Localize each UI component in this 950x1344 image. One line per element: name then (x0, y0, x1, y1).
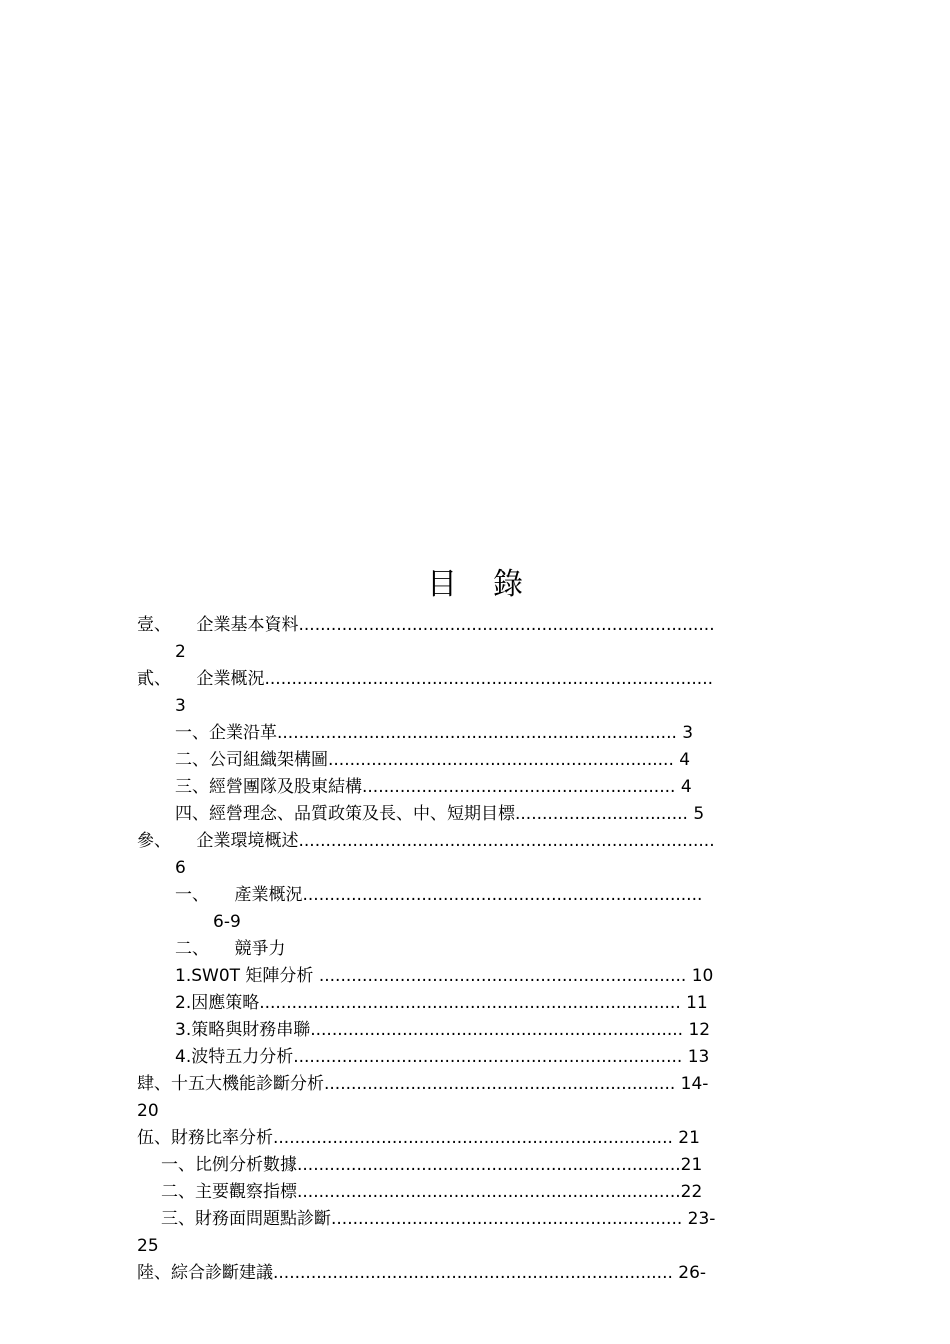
toc-line: 25 (137, 1236, 159, 1256)
toc-line: 陸、綜合診斷建議.......................................................................... 26- (137, 1263, 707, 1283)
title-char-1: 目 (427, 567, 457, 602)
toc-line: 2.因應策略.............................................................................. 11 (175, 993, 708, 1013)
toc-line: 三、經營團隊及股東結構.......................................................... 4 (175, 777, 692, 797)
toc-line: 3.策略與財務串聯..................................................................... 12 (175, 1020, 711, 1040)
title-char-2: 錄 (493, 567, 523, 602)
toc-line: 3 (175, 696, 186, 716)
toc-line: 肆、十五大機能診斷分析................................................................. 14- (137, 1074, 709, 1094)
toc-line: 6 (175, 858, 186, 878)
toc-line: 伍、財務比率分析.......................................................................... 21 (137, 1128, 700, 1148)
toc-line: 一、比例分析數據.......................................................................21 (161, 1155, 703, 1175)
toc-line: 三、財務面問題點診斷................................................................. 23- (161, 1209, 716, 1229)
toc-line: 四、經營理念、品質政策及長、中、短期目標................................ 5 (175, 804, 705, 824)
toc-line: 一、 產業概況.......................................................................... (175, 885, 703, 905)
toc-line: 4.波特五力分析........................................................................ 13 (175, 1047, 710, 1067)
toc-line: 20 (137, 1101, 159, 1121)
toc-line: 貳、 企業概況................................................................................... (137, 669, 714, 689)
toc-line: 1.SW0T 矩陣分析 .................................................................... 10 (175, 966, 714, 986)
page-title (0, 560, 950, 610)
toc-line: 壹、 企業基本資料............................................................................. (137, 615, 715, 635)
toc-line: 參、 企業環境概述............................................................................. (137, 831, 715, 851)
toc-line: 二、 競爭力 (175, 939, 286, 959)
toc-line: 2 (175, 642, 186, 662)
toc-line: 二、公司組織架構圖................................................................ 4 (175, 750, 691, 770)
toc-line: 一、企業沿革.......................................................................... 3 (175, 723, 694, 743)
toc-line: 二、主要觀察指標.......................................................................22 (161, 1182, 703, 1202)
toc-line: 6-9 (213, 912, 241, 932)
